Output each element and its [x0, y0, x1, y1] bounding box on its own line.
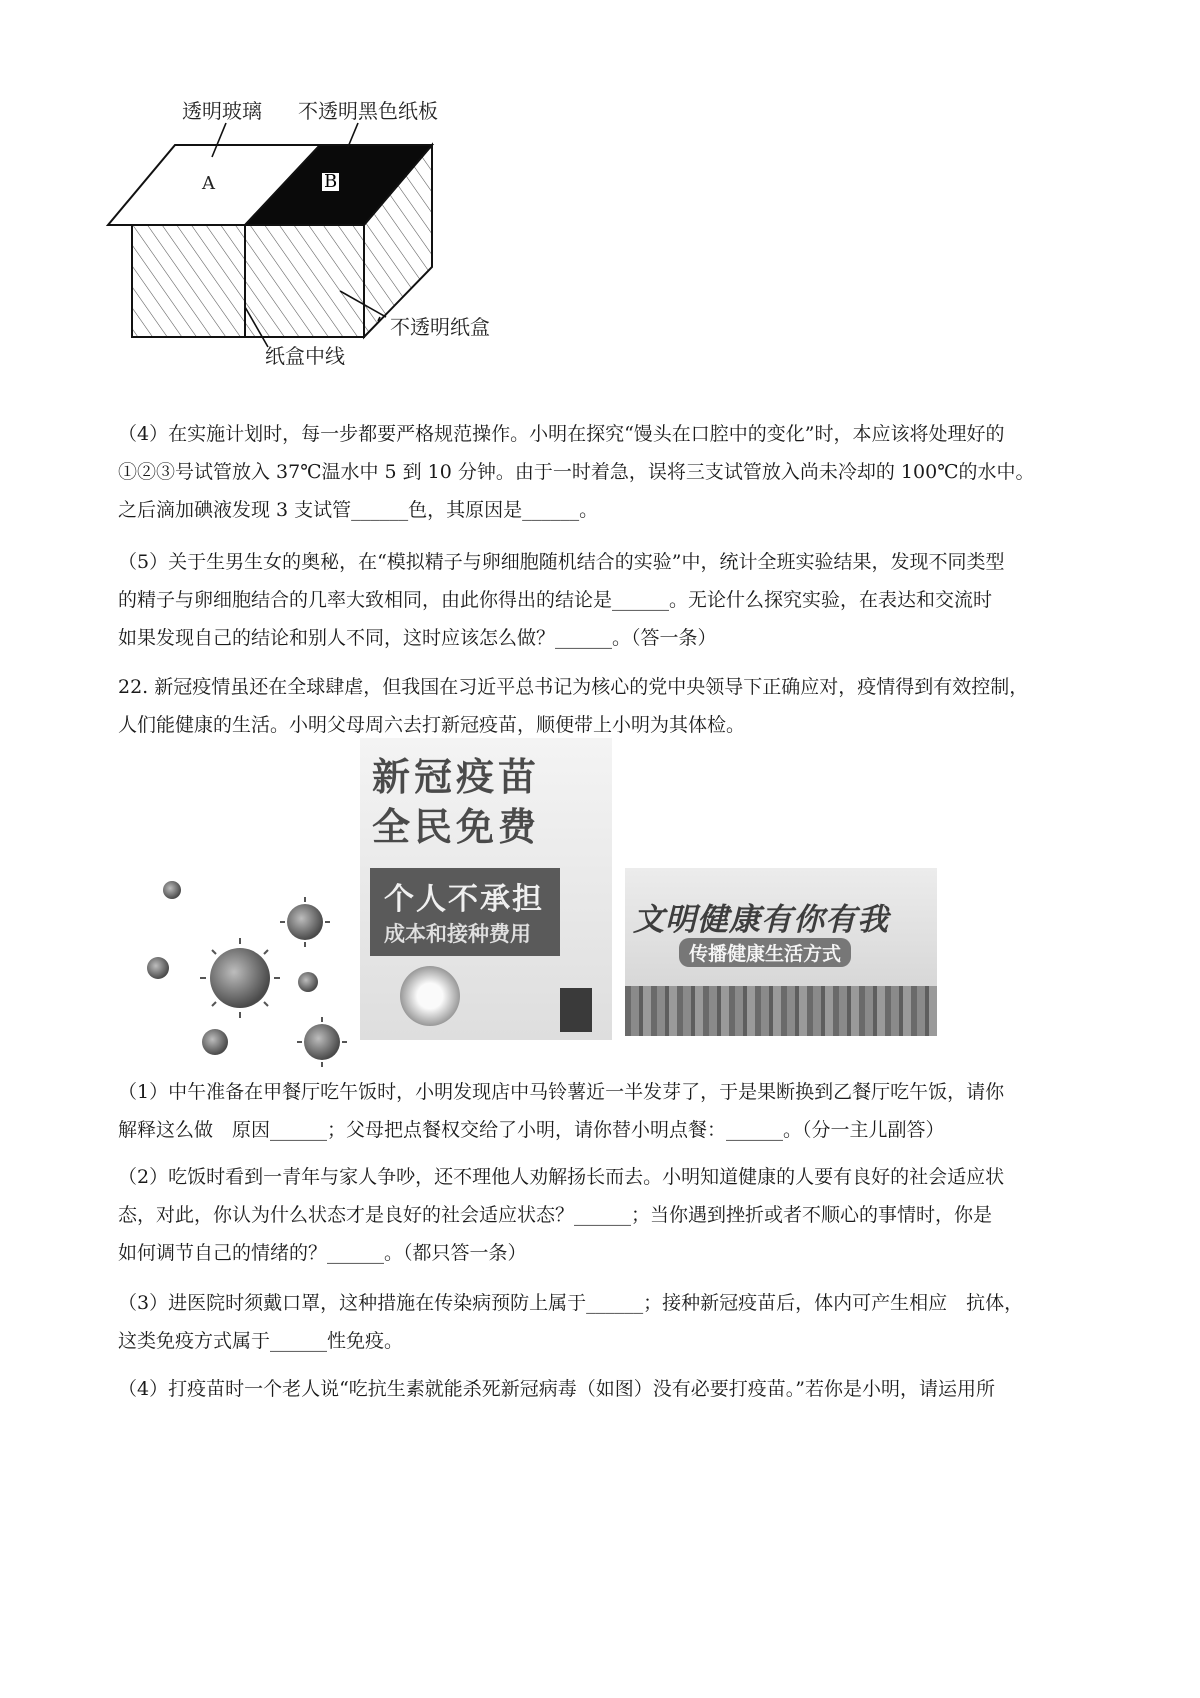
poster-subtitle-2: 成本和接种费用 [384, 922, 531, 946]
virus-icon [147, 881, 347, 1067]
box-front-face [132, 225, 364, 337]
q22-intro [118, 668, 1118, 744]
text-line: 如果发现自己的结论和别人不同，这时应该怎么做？______。（答一条） [118, 627, 717, 649]
health-subtitle: 传播健康生活方式 [679, 938, 851, 967]
label-a: A [202, 173, 215, 194]
vial-icon [560, 988, 592, 1032]
text-line: 态，对此，你认为什么状态才是良好的社会适应状态？______；当你遇到挫折或者不顺心的事情时，你是 [118, 1204, 993, 1226]
q21-part5 [118, 543, 1118, 657]
poster-title-1: 新冠疫苗 [372, 755, 541, 799]
poster-title-2: 全民免费 [372, 805, 541, 849]
city-skyline [625, 986, 937, 1036]
label-glass: 透明玻璃 [182, 99, 262, 123]
label-b: B [324, 171, 338, 192]
text-line: 22. 新冠疫情虽还在全球肆虐，但我国在习近平总书记为核心的党中央领导下正确应对，疫情得到有效控制， [118, 676, 1029, 698]
text-line: （5）关于生男生女的奥秘，在“模拟精子与卵细胞随机结合的实验”中，统计全班实验结果，发现不同类型 [118, 551, 1005, 573]
vaccine-poster [360, 738, 612, 1040]
text-line: （1）中午准备在甲餐厅吃午饭时，小明发现店中马铃薯近一半发芽了，于是果断换到乙餐厅吃午饭，请你 [118, 1081, 1005, 1103]
text-line: 如何调节自己的情绪的？______。（都只答一条） [118, 1242, 527, 1264]
experiment-diagram [100, 95, 560, 395]
text-line: 这类免疫方式属于______性免疫。 [118, 1330, 404, 1352]
text-line: 解释这么做 原因______；父母把点餐权交给了小明，请你替小明点餐：______。（分一主儿副答） [118, 1119, 945, 1141]
text-line: （4）在实施计划时，每一步都要严格规范操作。小明在探究“馒头在口腔中的变化”时，本应该将处理好的 [118, 423, 1005, 445]
text-line: ①②③号试管放入 37℃温水中 5 到 10 分钟。由于一时着急，误将三支试管放入尚未冷却的 100℃的水中。 [118, 461, 1035, 483]
q22-part4 [118, 1370, 1118, 1408]
text-line: （3）进医院时须戴口罩，这种措施在传染病预防上属于______；接种新冠疫苗后，体内可产生相应 抗体， [118, 1292, 1024, 1314]
q21-part4 [118, 415, 1118, 529]
label-box: 不透明纸盒 [390, 315, 490, 339]
syringe-icon [400, 966, 460, 1026]
q22-part3 [118, 1284, 1118, 1360]
leader-board [348, 123, 358, 147]
health-poster [625, 868, 937, 1036]
text-line: 之后滴加碘液发现 3 支试管______色，其原因是______。 [118, 499, 599, 521]
virus-picture [120, 870, 360, 1090]
text-line: 人们能健康的生活。小明父母周六去打新冠疫苗，顺便带上小明为其体检。 [118, 714, 746, 736]
poster-dark-box [370, 868, 560, 956]
label-board: 不透明黑色纸板 [298, 99, 438, 123]
q22-part1 [118, 1073, 1118, 1149]
text-line: （2）吃饭时看到一青年与家人争吵，还不理他人劝解扬长而去。小明知道健康的人要有良好的社会适应状 [118, 1166, 1005, 1188]
q22-part2 [118, 1158, 1118, 1272]
text-line: 的精子与卵细胞结合的几率大致相同，由此你得出的结论是______。无论什么探究实验，在表达和交流时 [118, 589, 993, 611]
label-midline: 纸盒中线 [265, 344, 345, 368]
poster-subtitle-1: 个人不承担 [384, 882, 544, 917]
text-line: （4）打疫苗时一个老人说“吃抗生素就能杀死新冠病毒（如图）没有必要打疫苗。”若你是小明，请运用所 [118, 1378, 996, 1400]
health-title: 文明健康有你有我 [633, 902, 889, 938]
